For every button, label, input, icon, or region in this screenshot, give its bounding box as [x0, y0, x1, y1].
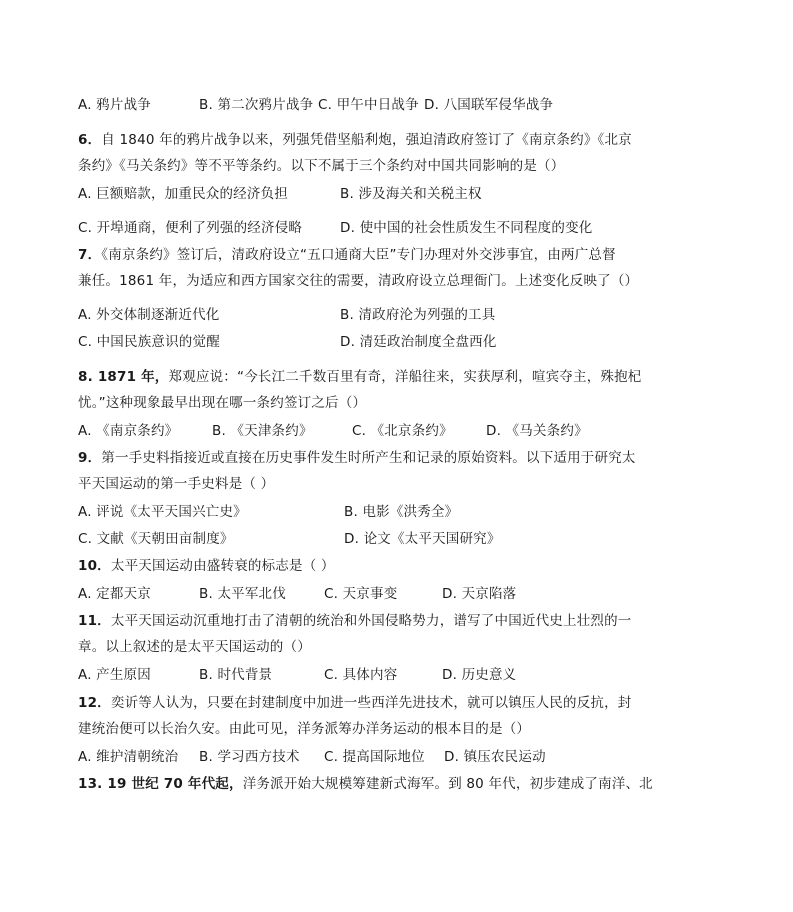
q8-stem-line-2: 忧。”这种现象最早出现在哪一条约签订之后（）: [78, 395, 367, 411]
q7-option-d[interactable]: D. 清廷政治制度全盘西化: [340, 334, 497, 350]
q6-option-c[interactable]: C. 开埠通商，便利了列强的经济侵略: [78, 220, 303, 236]
q6-number: 6．: [78, 132, 102, 148]
q7-number: 7．: [78, 247, 102, 263]
q6-option-b[interactable]: B. 涉及海关和关税主权: [340, 186, 482, 202]
q9-stem-line-1: [78, 449, 636, 467]
q11-option-a[interactable]: A. 产生原因: [78, 667, 151, 683]
q6-text-1: 自 1840 年的鸦片战争以来，列强凭借坚船利炮，强迫清政府签订了《南京条约》《北京: [101, 132, 632, 148]
q11-number: 11．: [78, 613, 111, 629]
q12-stem-line-1: [78, 694, 632, 712]
q12-option-d[interactable]: D. 镇压农民运动: [444, 749, 546, 765]
q7-option-c[interactable]: C. 中国民族意识的觉醒: [78, 334, 220, 350]
q12-option-b[interactable]: B. 学习西方技术: [199, 749, 300, 765]
q8-stem-line-1: [78, 368, 642, 386]
q7-option-a[interactable]: A. 外交体制逐渐近代化: [78, 307, 220, 323]
q12-option-a[interactable]: A. 维护清朝统治: [78, 749, 179, 765]
q9-text-1: 第一手史料指接近或直接在历史事件发生时所产生和记录的原始资料。以下适用于研究太: [101, 450, 636, 466]
q6-stem-line-2: 条约》《马关条约》等不平等条约。以下不属于三个条约对中国共同影响的是（）: [78, 158, 565, 174]
q9-option-c[interactable]: C. 文献《天朝田亩制度》: [78, 531, 234, 547]
q10-option-c[interactable]: C. 天京事变: [324, 586, 398, 602]
q5-option-b[interactable]: B. 第二次鸦片战争: [199, 97, 314, 113]
q9-stem-line-2: 平天国运动的第一手史料是（ ）: [78, 476, 275, 492]
q8-option-c[interactable]: C. 《北京条约》: [352, 423, 453, 439]
q10-option-a[interactable]: A. 定都天京: [78, 586, 151, 602]
q9-option-a[interactable]: A. 评说《太平天国兴亡史》: [78, 504, 247, 520]
q7-stem-line-2: 兼任。1861 年，为适应和西方国家交往的需要，清政府设立总理衙门。上述变化反映了（）: [78, 273, 639, 289]
q8-text-1: 郑观应说：“今长江二千数百里有奇，洋船往来，实获厚利，喧宾夺主，殊抱杞: [168, 369, 642, 385]
q5-option-d[interactable]: D. 八国联军侵华战争: [424, 97, 554, 113]
q11-text-1: 太平天国运动沉重地打击了清朝的统治和外国侵略势力，谱写了中国近代史上壮烈的一: [110, 613, 632, 629]
q12-text-1: 奕䜣等人认为，只要在封建制度中加进一些西洋先进技术，就可以镇压人民的反抗，封: [110, 695, 632, 711]
q8-number: 8. 1871 年，: [78, 369, 169, 385]
q9-option-d[interactable]: D. 论文《太平天国研究》: [344, 531, 501, 547]
q9-number: 9．: [78, 450, 102, 466]
q10-text-1: 太平天国运动由盛转衰的标志是（ ）: [110, 558, 335, 574]
q6-option-d[interactable]: D. 使中国的社会性质发生不同程度的变化: [340, 220, 593, 236]
q9-option-b[interactable]: B. 电影《洪秀全》: [344, 504, 459, 520]
q11-option-b[interactable]: B. 时代背景: [199, 667, 273, 683]
q5-option-a[interactable]: A. 鸦片战争: [78, 97, 151, 113]
q13-stem-line-1: [78, 775, 653, 793]
q11-stem-line-1: [78, 612, 632, 630]
q7-option-b[interactable]: B. 清政府沦为列强的工具: [340, 307, 496, 323]
q6-stem-line-1: [78, 131, 632, 149]
q8-option-d[interactable]: D. 《马关条约》: [486, 423, 588, 439]
q10-stem-line-1: [78, 557, 335, 575]
q13-text-1: 洋务派开始大规模筹建新式海军。到 80 年代，初步建成了南洋、北: [242, 776, 653, 792]
q10-option-d[interactable]: D. 天京陷落: [442, 586, 517, 602]
q8-option-a[interactable]: A. 《南京条约》: [78, 423, 179, 439]
q12-option-c[interactable]: C. 提高国际地位: [324, 749, 425, 765]
q5-option-c[interactable]: C. 甲午中日战争: [318, 97, 419, 113]
q8-option-b[interactable]: B. 《天津条约》: [212, 423, 313, 439]
q6-option-a[interactable]: A. 巨额赔款，加重民众的经济负担: [78, 186, 288, 202]
q12-stem-line-2: 建统治便可以长治久安。由此可见，洋务派筹办洋务运动的根本目的是（）: [78, 721, 531, 737]
q10-option-b[interactable]: B. 太平军北伐: [199, 586, 286, 602]
q11-option-d[interactable]: D. 历史意义: [442, 667, 517, 683]
q11-stem-line-2: 章。以上叙述的是太平天国运动的（）: [78, 639, 311, 655]
q10-number: 10．: [78, 558, 111, 574]
q13-number: 13. 19 世纪 70 年代起，: [78, 776, 243, 792]
q12-number: 12．: [78, 695, 111, 711]
q11-option-c[interactable]: C. 具体内容: [324, 667, 398, 683]
q7-stem-line-1: [78, 246, 616, 264]
q7-text-1: 《南京条约》签订后，清政府设立“五口通商大臣”专门办理对外交涉事宜，由两广总督: [101, 247, 616, 263]
